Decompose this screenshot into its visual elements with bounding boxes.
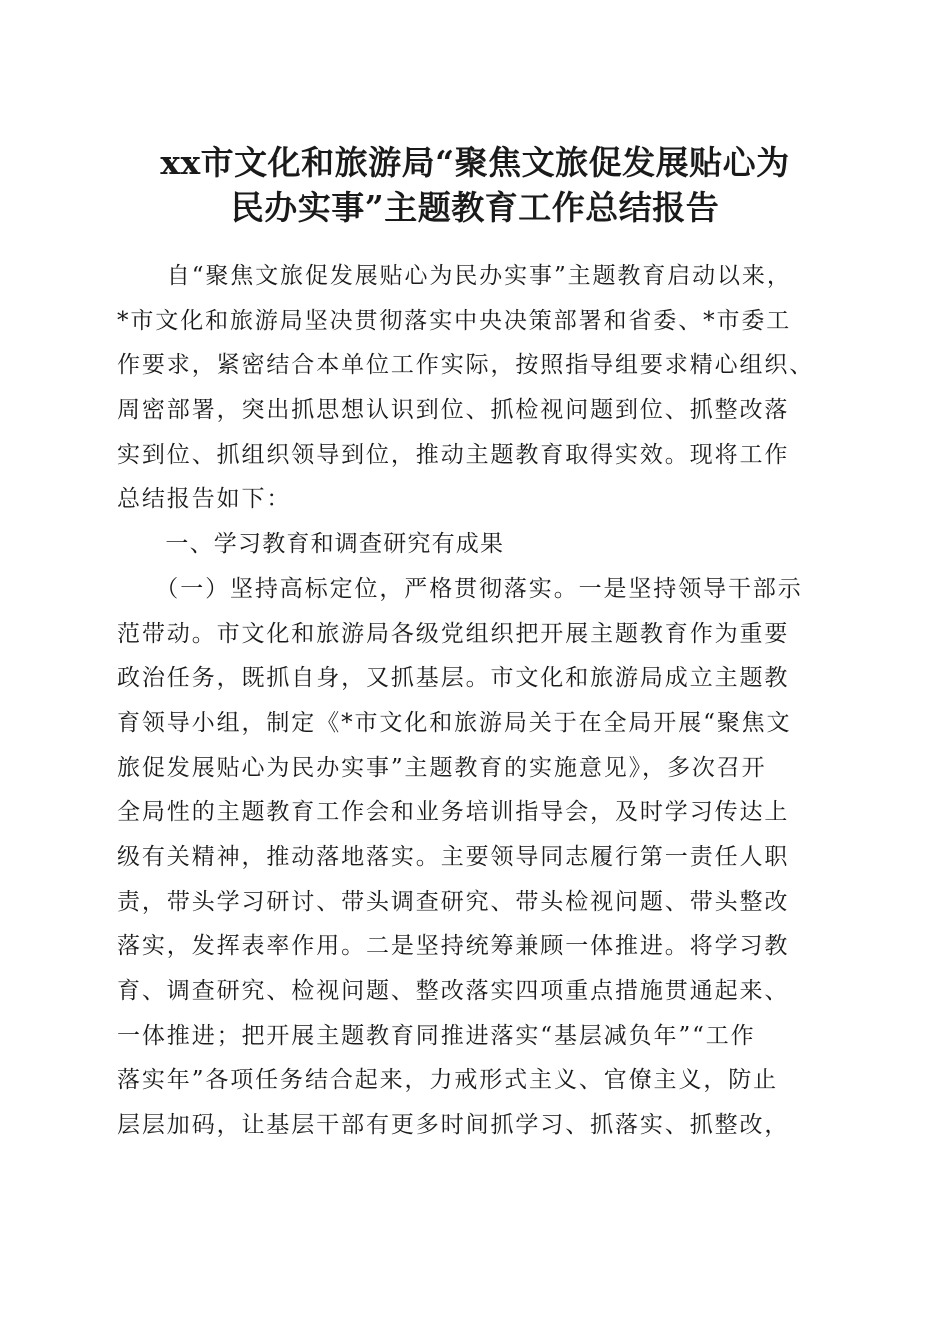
- text-line: 责，带头学习研讨、带头调查研究、带头检视问题、带头整改: [117, 888, 790, 915]
- text-line: 全局性的主题教育工作会和业务培训指导会，及时学习传达上: [117, 799, 790, 826]
- text-line: 层层加码，让基层干部有更多时间抓学习、抓落实、抓整改，: [117, 1112, 790, 1139]
- text-line: （一）坚持高标定位，严格贯彻落实。一是坚持领导干部示: [117, 575, 803, 602]
- intro-paragraph: [117, 254, 837, 522]
- text-line: 育、调查研究、检视问题、整改落实四项重点措施贯通起来、: [117, 978, 790, 1004]
- text-line: 级有关精神，推动落地落实。主要领导同志履行第一责任人职: [117, 843, 790, 870]
- text-line: 总结报告如下：: [117, 486, 292, 513]
- text-line: 落实年”各项任务结合起来，力戒形式主义、官僚主义，防止: [117, 1067, 779, 1094]
- text-line: 范带动。市文化和旅游局各级党组织把开展主题教育作为重要: [117, 620, 790, 647]
- title-line: xx市文化和旅游局“聚焦文旅促发展贴心为: [160, 143, 790, 182]
- document-body: [117, 254, 837, 1148]
- text-line: 自“聚焦文旅促发展贴心为民办实事”主题教育启动以来，: [117, 263, 792, 289]
- text-line: 旅促发展贴心为民办实事”主题教育的实施意见》，多次召开: [117, 754, 767, 781]
- text-line: 周密部署，突出抓思想认识到位、抓检视问题到位、抓整改落: [117, 397, 790, 424]
- text-line: 政治任务，既抓自身，又抓基层。市文化和旅游局成立主题教: [117, 665, 790, 692]
- title-line: 民办实事”主题教育工作总结报告: [230, 187, 720, 227]
- text-line: 一体推进；把开展主题教育同推进落实“基层减负年”“工作: [117, 1022, 756, 1049]
- text-line: 实到位、抓组织领导到位，推动主题教育取得实效。现将工作: [117, 441, 790, 468]
- text-line: 育领导小组，制定《*市文化和旅游局关于在全局开展“聚焦文: [117, 709, 792, 736]
- text-line: 作要求，紧密结合本单位工作实际，按照指导组要求精心组织、: [117, 352, 815, 379]
- section-paragraph: [117, 567, 837, 1148]
- section-heading: 一、学习教育和调查研究有成果: [117, 531, 505, 558]
- document-title: [100, 138, 850, 227]
- text-line: *市文化和旅游局坚决贯彻落实中央决策部署和省委、*市委工: [117, 307, 792, 334]
- text-line: 落实，发挥表率作用。二是坚持统筹兼顾一体推进。将学习教: [117, 933, 790, 960]
